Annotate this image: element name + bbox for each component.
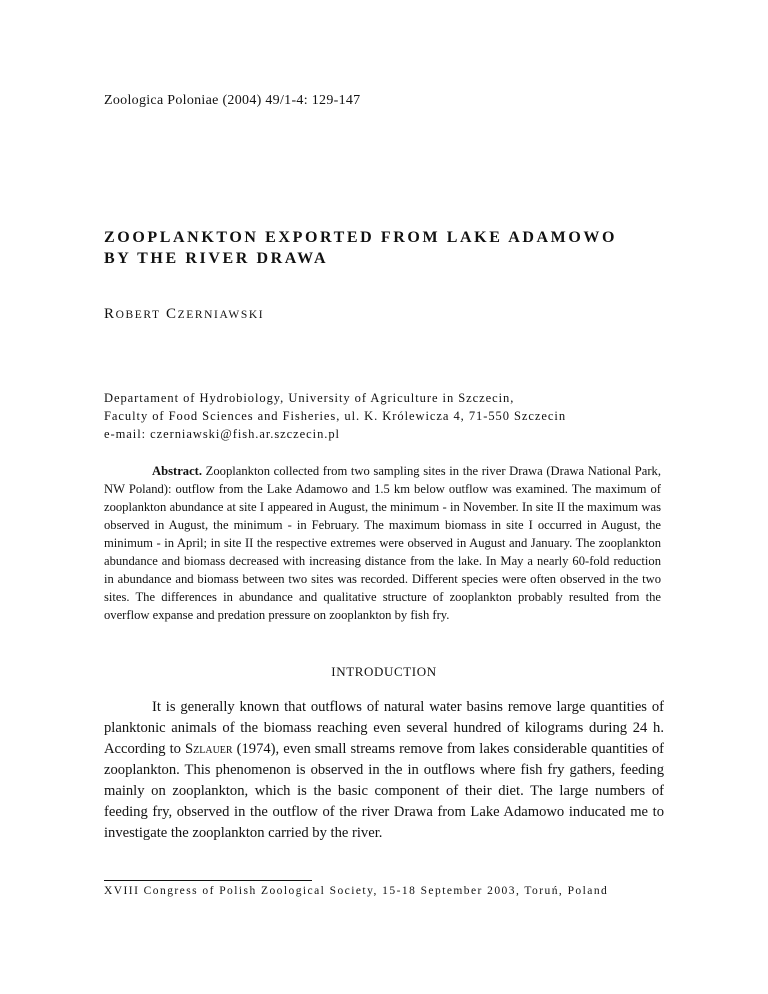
footnote: XVIII Congress of Polish Zoological Society, 15-18 September 2003, Toruń, Poland: [104, 885, 609, 897]
journal-citation: Zoologica Poloniae (2004) 49/1-4: 129-147: [104, 93, 361, 108]
title-line-2: BY THE RIVER DRAWA: [104, 250, 329, 267]
section-heading-introduction: INTRODUCTION: [331, 664, 437, 679]
paper-title: [104, 227, 617, 269]
abstract-label: Abstract.: [152, 464, 203, 478]
affiliation-line-1: Departament of Hydrobiology, University of Agriculture in Szczecin,: [104, 391, 515, 405]
intro-text-before: It is generally known that outflows of natural water basins remove large quantities of planktonic animals of the biomass reaching even several hundred of kilograms during 24 h. According to: [104, 699, 664, 757]
affiliation-email: e-mail: czerniawski@fish.ar.szczecin.pl: [104, 427, 340, 441]
abstract-text: Zooplankton collected from two sampling sites in the river Drawa (Drawa National Park, NW Poland): outflow from the Lake Adamowo and 1.5 km below outflow was examined. The maximum of zooplankton abundance at site I appeared in August, the minimum - in November. In site II the maximum was observed in August, the minimum - in February. The maximum biomass in site I occurred in August, the minimum - in April; in site II the respective extremes were observed in August and January. The zooplankton abundance and biomass decreased with increasing distance from the lake. In May a nearly 60-fold reduction in abundance and biomass between two sites was recorded. Different species were often observed in the two sites. The differences in abundance and qualitative structure of zooplankton probably resulted from the overflow expanse and predation pressure on zooplankton by fish fry.: [104, 464, 661, 622]
citation-author: Szlauer: [185, 741, 233, 757]
author-last-rest: ZERNIAWSKI: [177, 309, 265, 321]
intro-text-after: (1974), even small streams remove from lakes considerable quantities of zooplankton. This phenomenon is observed in the in outflows where fish fry gathers, feeding mainly on zooplankton, which is the basic component of their diet. The large numbers of feeding fry, observed in the outflow of the river Drawa from Lake Adamowo inducated me to investigate the zooplankton carried by the river.: [104, 741, 665, 841]
title-line-1: ZOOPLANKTON EXPORTED FROM LAKE ADAMOWO: [104, 229, 618, 246]
author-first-rest: OBERT: [115, 309, 161, 321]
footnote-rule: [104, 880, 312, 881]
author-first-initial: R: [104, 306, 116, 322]
affiliation: [104, 389, 566, 443]
abstract: [104, 462, 661, 624]
affiliation-line-2: Faculty of Food Sciences and Fisheries, ul. K. Królewicza 4, 71-550 Szczecin: [104, 409, 567, 423]
introduction-body: [104, 697, 664, 844]
author-last-initial: C: [165, 306, 178, 322]
author-name: [104, 306, 264, 323]
